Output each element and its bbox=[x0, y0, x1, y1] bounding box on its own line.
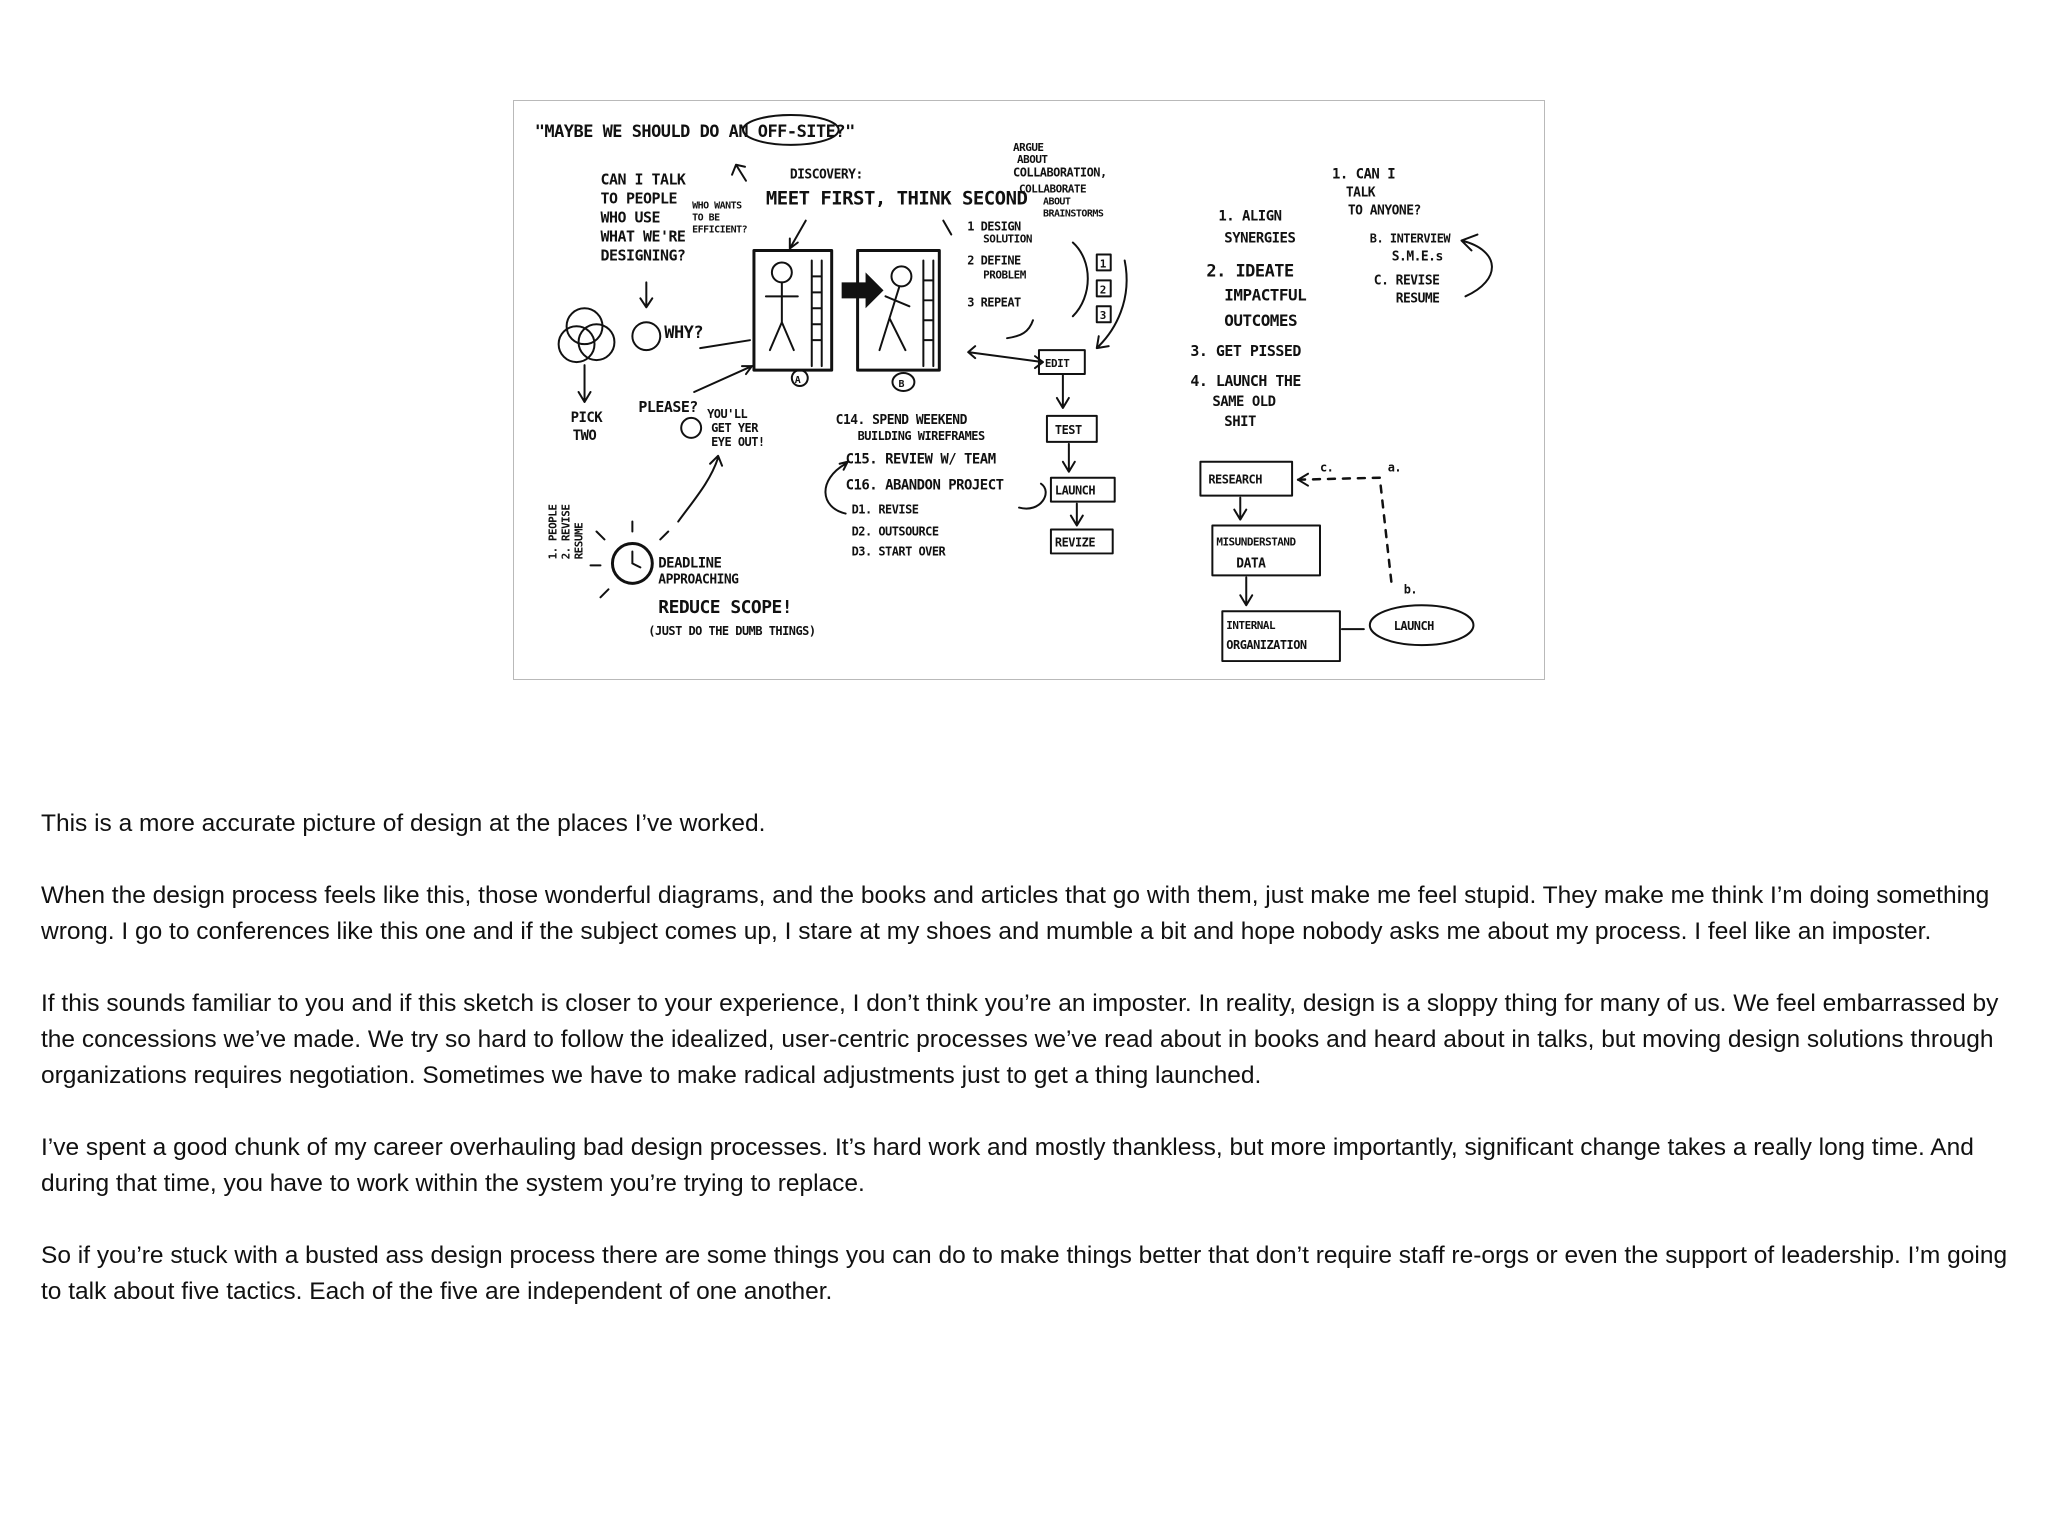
c-list bbox=[836, 413, 1004, 559]
svg-text:S.M.E.s: S.M.E.s bbox=[1391, 249, 1443, 265]
svg-text:1: 1 bbox=[1099, 257, 1106, 271]
reduce-scope-label: REDUCE SCOPE! bbox=[658, 597, 793, 619]
svg-text:2: 2 bbox=[1099, 283, 1106, 297]
notes-paragraph-4: I’ve spent a good chunk of my career overhauling bad design processes. It’s hard work and mostly thankless, but more importantly, significant change takes a really long time. And during that time, you have to work within the system you’re trying to replace. bbox=[41, 1134, 1974, 1197]
svg-text:PLEASE?: PLEASE? bbox=[638, 397, 698, 416]
svg-text:C14. SPEND WEEKEND: C14. SPEND WEEKEND bbox=[835, 412, 967, 428]
svg-text:4. LAUNCH THE: 4. LAUNCH THE bbox=[1190, 372, 1301, 391]
launch-ellipse bbox=[1370, 605, 1474, 645]
svg-text:SOLUTION: SOLUTION bbox=[983, 232, 1032, 246]
svg-text:2. IDEATE: 2. IDEATE bbox=[1206, 260, 1294, 281]
svg-text:APPROACHING: APPROACHING bbox=[658, 572, 739, 588]
svg-text:B: B bbox=[898, 379, 904, 391]
svg-text:OUTCOMES: OUTCOMES bbox=[1224, 311, 1298, 331]
svg-text:EYE OUT!: EYE OUT! bbox=[711, 434, 765, 449]
middle-list bbox=[1190, 209, 1306, 430]
svg-text:DESIGNING?: DESIGNING? bbox=[600, 246, 686, 265]
test-box bbox=[1047, 416, 1097, 442]
venn-diagram bbox=[559, 308, 615, 362]
svg-text:COLLABORATE: COLLABORATE bbox=[1019, 182, 1087, 196]
svg-text:SAME OLD: SAME OLD bbox=[1212, 393, 1276, 410]
svg-text:A: A bbox=[794, 375, 801, 387]
arrow-up bbox=[732, 165, 746, 181]
design-process-sketch bbox=[514, 101, 1544, 679]
can-i-talk-block bbox=[600, 171, 685, 265]
arrow-down-why bbox=[640, 282, 652, 307]
svg-text:ABOUT: ABOUT bbox=[1042, 196, 1071, 208]
svg-text:D2. OUTSOURCE: D2. OUTSOURCE bbox=[851, 524, 939, 539]
svg-text:3. GET PISSED: 3. GET PISSED bbox=[1190, 342, 1301, 361]
svg-text:EDIT: EDIT bbox=[1044, 357, 1070, 371]
launch-box bbox=[1051, 478, 1115, 502]
svg-text:COLLABORATION,: COLLABORATION, bbox=[1013, 165, 1107, 180]
notes-paragraph-5: So if you’re stuck with a busted ass design process there are some things you can do to make things better that don’t require staff re-orgs or even the support of leadership. I’m going to talk about five tactics. Each of the five are independent of one another. bbox=[41, 1242, 2008, 1305]
revize-box bbox=[1051, 530, 1113, 554]
svg-text:MISUNDERSTAND: MISUNDERSTAND bbox=[1216, 535, 1296, 549]
svg-text:1 DESIGN: 1 DESIGN bbox=[967, 219, 1021, 234]
svg-text:RESUME: RESUME bbox=[572, 522, 586, 560]
svg-text:PICK: PICK bbox=[570, 409, 603, 426]
svg-text:1. CAN I: 1. CAN I bbox=[1331, 166, 1396, 183]
svg-text:2. REVISE: 2. REVISE bbox=[559, 504, 573, 560]
svg-text:LAUNCH: LAUNCH bbox=[1393, 619, 1434, 634]
svg-text:a.: a. bbox=[1387, 460, 1402, 475]
svg-text:RESUME: RESUME bbox=[1395, 291, 1440, 307]
frown-face bbox=[632, 322, 660, 350]
svg-text:TO PEOPLE: TO PEOPLE bbox=[600, 189, 677, 208]
svg-text:WHO USE: WHO USE bbox=[600, 208, 660, 227]
side-list bbox=[547, 505, 586, 560]
edit-box bbox=[1039, 350, 1085, 374]
svg-text:3 REPEAT: 3 REPEAT bbox=[967, 295, 1021, 310]
svg-text:B. INTERVIEW: B. INTERVIEW bbox=[1369, 231, 1451, 246]
svg-text:WHAT WE'RE: WHAT WE'RE bbox=[600, 227, 686, 246]
svg-text:WHY?: WHY? bbox=[664, 322, 704, 343]
svg-text:EFFICIENT?: EFFICIENT? bbox=[692, 224, 748, 236]
svg-text:(JUST DO THE DUMB THINGS): (JUST DO THE DUMB THINGS) bbox=[648, 624, 816, 639]
svg-text:BRAINSTORMS: BRAINSTORMS bbox=[1042, 208, 1104, 220]
sketch-title: "MAYBE WE SHOULD DO AN OFF-SITE?" bbox=[534, 120, 855, 141]
svg-text:1. ALIGN: 1. ALIGN bbox=[1218, 208, 1282, 225]
svg-text:b.: b. bbox=[1403, 582, 1418, 597]
svg-text:REVIZE: REVIZE bbox=[1054, 535, 1096, 550]
panel-b bbox=[858, 250, 940, 370]
meet-first-label: MEET FIRST, THINK SECOND bbox=[765, 187, 1028, 210]
organization-box bbox=[1222, 611, 1340, 661]
svg-text:TWO: TWO bbox=[572, 427, 597, 444]
svg-text:D1. REVISE: D1. REVISE bbox=[851, 502, 919, 517]
svg-text:C. REVISE: C. REVISE bbox=[1373, 273, 1440, 289]
svg-text:CAN I TALK: CAN I TALK bbox=[600, 170, 686, 189]
svg-text:TALK: TALK bbox=[1345, 185, 1376, 201]
svg-text:YOU'LL: YOU'LL bbox=[707, 406, 748, 421]
svg-text:ABOUT: ABOUT bbox=[1017, 152, 1048, 166]
svg-text:GET YER: GET YER bbox=[711, 420, 758, 435]
svg-text:TEST: TEST bbox=[1054, 422, 1082, 437]
svg-text:2 DEFINE: 2 DEFINE bbox=[967, 253, 1021, 268]
svg-text:SHIT: SHIT bbox=[1224, 413, 1256, 430]
svg-text:1. PEOPLE: 1. PEOPLE bbox=[546, 504, 560, 560]
svg-text:INTERNAL: INTERNAL bbox=[1226, 619, 1276, 633]
arrow-down-venn bbox=[579, 365, 591, 402]
right-list bbox=[1332, 167, 1451, 307]
svg-text:c.: c. bbox=[1319, 460, 1334, 475]
svg-text:ARGUE: ARGUE bbox=[1013, 140, 1044, 154]
svg-text:ORGANIZATION: ORGANIZATION bbox=[1226, 638, 1307, 653]
svg-text:TO BE: TO BE bbox=[692, 212, 720, 224]
svg-text:SYNERGIES: SYNERGIES bbox=[1224, 230, 1296, 247]
speaker-notes bbox=[41, 806, 2021, 1346]
research-box bbox=[1200, 462, 1292, 496]
svg-text:DATA: DATA bbox=[1236, 556, 1266, 572]
svg-text:PROBLEM: PROBLEM bbox=[983, 268, 1026, 282]
panel-a bbox=[754, 250, 832, 370]
svg-text:LAUNCH: LAUNCH bbox=[1054, 483, 1096, 498]
notes-paragraph-3: If this sounds familiar to you and if this sketch is closer to your experience, I don’t think you’re an imposter. In reality, design is a sloppy thing for many of us. We feel embarrassed by the concessions we’ve made. We try so hard to follow the idealized, user-centric processes we’ve read about in books and heard about in talks, but moving design solutions through organizations requires negotiation. Sometimes we have to make radical adjustments just to get a thing launched. bbox=[41, 990, 1999, 1089]
smile-face bbox=[681, 418, 701, 438]
who-wants-block bbox=[692, 201, 747, 236]
svg-text:WHO WANTS: WHO WANTS bbox=[692, 200, 742, 212]
boxed-steps bbox=[1097, 254, 1111, 322]
clock-icon bbox=[591, 522, 669, 598]
design-steps bbox=[967, 220, 1032, 310]
svg-text:TO ANYONE?: TO ANYONE? bbox=[1347, 203, 1421, 219]
svg-text:DEADLINE: DEADLINE bbox=[658, 555, 722, 572]
svg-text:C16. ABANDON PROJECT: C16. ABANDON PROJECT bbox=[845, 477, 1004, 494]
svg-text:BUILDING WIREFRAMES: BUILDING WIREFRAMES bbox=[857, 428, 985, 443]
svg-text:C15. REVIEW W/ TEAM: C15. REVIEW W/ TEAM bbox=[845, 451, 996, 468]
svg-text:IMPACTFUL: IMPACTFUL bbox=[1224, 285, 1307, 305]
panel-arrow bbox=[842, 272, 884, 308]
misunderstand-box bbox=[1212, 526, 1320, 576]
discovery-label: DISCOVERY: bbox=[789, 167, 863, 183]
notes-paragraph-1: This is a more accurate picture of design at the places I’ve worked. bbox=[41, 810, 766, 837]
svg-text:RESEARCH: RESEARCH bbox=[1208, 472, 1262, 487]
notes-paragraph-2: When the design process feels like this, those wonderful diagrams, and the books and articles that go with them, just make me feel stupid. They make me think I’m doing something wrong. I go to conferences like this one and if the subject comes up, I stare at my shoes and mumble a bit and hope nobody asks me about my process. I feel like an imposter. bbox=[41, 882, 1990, 945]
svg-text:3: 3 bbox=[1099, 309, 1106, 323]
sketch-image bbox=[513, 100, 1545, 680]
svg-text:D3. START OVER: D3. START OVER bbox=[851, 544, 946, 559]
